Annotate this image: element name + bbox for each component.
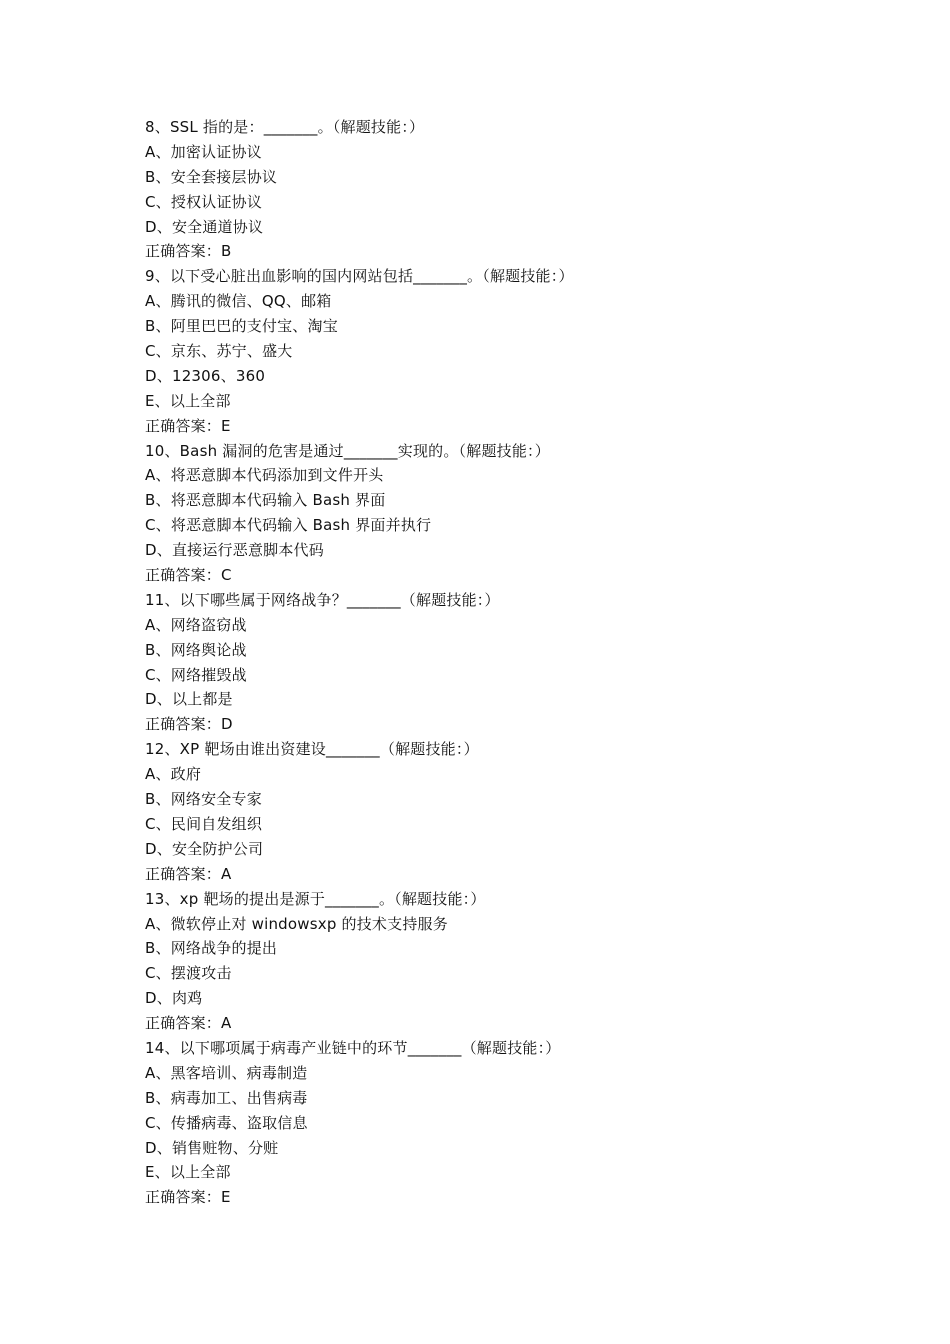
option-c: C、摆渡攻击 <box>145 964 232 983</box>
option-b: B、将恶意脚本代码输入 Bash 界面 <box>145 491 386 510</box>
question-8 <box>145 115 845 264</box>
option-a: A、政府 <box>145 765 202 784</box>
correct-answer: 正确答案：B <box>145 242 232 261</box>
option-c: C、京东、苏宁、盛大 <box>145 342 293 361</box>
question-list <box>145 115 845 1210</box>
option-b: B、网络安全专家 <box>145 790 262 809</box>
question-stem: 10、Bash 漏洞的危害是通过_______实现的。（解题技能：） <box>145 441 550 460</box>
option-d: D、安全防护公司 <box>145 839 264 858</box>
question-stem: 12、XP 靶场由谁出资建设_______（解题技能：） <box>145 740 479 759</box>
question-11 <box>145 588 845 737</box>
option-b: B、网络战争的提出 <box>145 939 278 958</box>
option-d: D、12306、360 <box>145 366 266 385</box>
option-d: D、安全通道协议 <box>145 217 264 236</box>
option-d: D、销售赃物、分赃 <box>145 1138 279 1157</box>
question-stem: 13、xp 靶场的提出是源于_______。（解题技能：） <box>145 889 486 908</box>
correct-answer: 正确答案：D <box>145 715 233 734</box>
question-stem: 9、以下受心脏出血影响的国内网站包括_______。（解题技能：） <box>145 267 574 286</box>
question-10 <box>145 439 845 588</box>
option-a: A、腾讯的微信、QQ、邮箱 <box>145 292 332 311</box>
option-b: B、阿里巴巴的支付宝、淘宝 <box>145 317 338 336</box>
option-c: C、传播病毒、盗取信息 <box>145 1113 308 1132</box>
question-stem: 8、SSL 指的是：_______。（解题技能：） <box>145 118 425 136</box>
option-b: B、病毒加工、出售病毒 <box>145 1088 308 1107</box>
correct-answer: 正确答案：A <box>145 1014 232 1033</box>
option-c: C、民间自发组织 <box>145 814 263 833</box>
option-b: B、安全套接层协议 <box>145 167 278 186</box>
correct-answer: 正确答案：C <box>145 566 232 585</box>
correct-answer: 正确答案：E <box>145 1188 231 1207</box>
question-14 <box>145 1036 845 1210</box>
option-a: A、将恶意脚本代码添加到文件开头 <box>145 466 384 485</box>
option-c: C、授权认证协议 <box>145 192 263 211</box>
correct-answer: 正确答案：A <box>145 864 232 883</box>
option-c: C、网络摧毁战 <box>145 665 247 684</box>
option-a: A、加密认证协议 <box>145 142 262 161</box>
option-a: A、网络盗窃战 <box>145 615 247 634</box>
option-b: B、网络舆论战 <box>145 640 247 659</box>
option-a: A、黑客培训、病毒制造 <box>145 1063 308 1082</box>
correct-answer: 正确答案：E <box>145 416 231 435</box>
question-9 <box>145 264 845 438</box>
question-13 <box>145 887 845 1036</box>
option-e: E、以上全部 <box>145 1163 231 1182</box>
option-d: D、直接运行恶意脚本代码 <box>145 541 324 560</box>
question-stem: 14、以下哪项属于病毒产业链中的环节_______（解题技能：） <box>145 1038 561 1057</box>
option-a: A、微软停止对 windowsxp 的技术支持服务 <box>145 914 448 933</box>
option-d: D、以上都是 <box>145 690 233 709</box>
option-c: C、将恶意脚本代码输入 Bash 界面并执行 <box>145 516 432 535</box>
question-stem: 11、以下哪些属于网络战争？_______（解题技能：） <box>145 590 500 609</box>
option-d: D、肉鸡 <box>145 989 203 1008</box>
option-e: E、以上全部 <box>145 391 231 410</box>
question-12 <box>145 737 845 886</box>
